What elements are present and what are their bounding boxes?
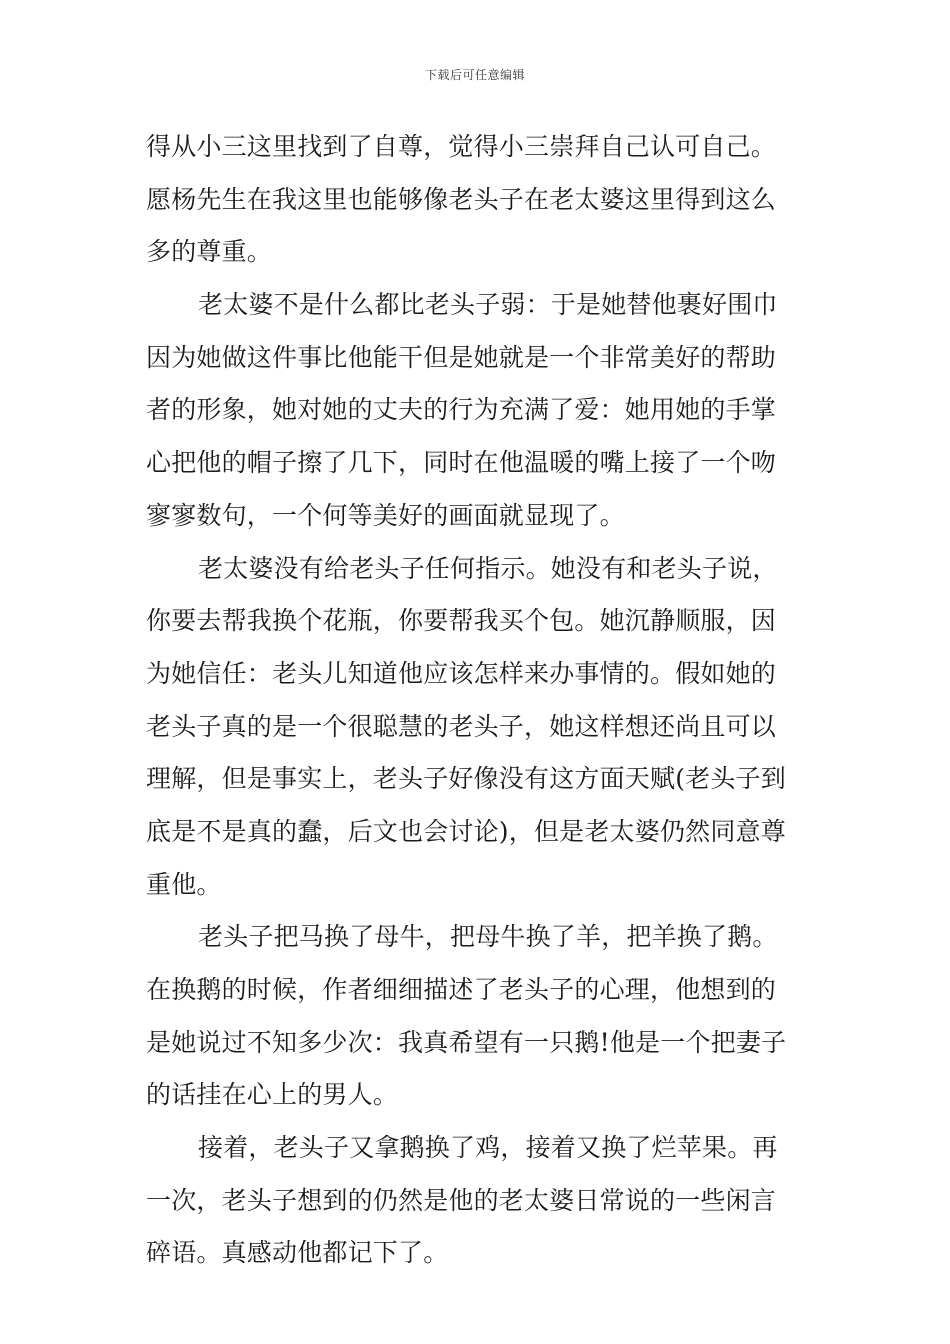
text-line: 在换鹅的时候，作者细细描述了老头子的心理，他想到的 bbox=[146, 975, 777, 1004]
text-line: 为她信任：老头儿知道他应该怎样来办事情的。假如她的 bbox=[146, 658, 777, 688]
text-line: 理解，但是事实上，老头子好像没有这方面天赋(老头子到 bbox=[146, 764, 786, 794]
page-header: 下载后可任意编辑 bbox=[424, 68, 525, 82]
paragraph-start-line: 老太婆没有给老头子任何指示。她没有和老头子说， bbox=[198, 553, 778, 583]
paragraph-start-line: 老头子把马换了母牛，把母牛换了羊，把羊换了鹅。 bbox=[198, 922, 778, 952]
text-line: 心把他的帽子擦了几下，同时在他温暖的嘴上接了一个吻 bbox=[146, 448, 777, 478]
text-line: 因为她做这件事比他能干但是她就是一个非常美好的帮助 bbox=[146, 342, 777, 372]
text-line: 老头子真的是一个很聪慧的老头子，她这样想还尚且可以 bbox=[146, 711, 777, 741]
text-line: 你要去帮我换个花瓶，你要帮我买个包。她沉静顺服，因 bbox=[146, 606, 777, 636]
text-line: 的话挂在心上的男人。 bbox=[146, 1080, 399, 1110]
paragraph-start-line: 老太婆不是什么都比老头子弱：于是她替他裹好围巾 bbox=[198, 290, 778, 320]
text-line: 是她说过不知多少次：我真希望有一只鹅!他是一个把妻子 bbox=[146, 1027, 787, 1057]
text-line: 得从小三这里找到了自尊，觉得小三崇拜自己认可自己。 bbox=[146, 132, 777, 161]
text-line: 底是不是真的蠢，后文也会讨论)，但是老太婆仍然同意尊 bbox=[146, 816, 786, 846]
text-line: 愿杨先生在我这里也能够像老头子在老太婆这里得到这么 bbox=[146, 184, 777, 214]
text-line: 一次，老头子想到的仍然是他的老太婆日常说的一些闲言 bbox=[146, 1185, 777, 1215]
text-line: 寥寥数句，一个何等美好的画面就显现了。 bbox=[146, 500, 625, 530]
document-body bbox=[146, 121, 806, 1280]
text-line: 者的形象，她对她的丈夫的行为充满了爱：她用她的手掌 bbox=[146, 395, 777, 425]
text-line: 重他。 bbox=[146, 869, 222, 899]
paragraph-start-line: 接着，老头子又拿鹅换了鸡，接着又换了烂苹果。再 bbox=[198, 1133, 778, 1163]
text-line: 多的尊重。 bbox=[146, 237, 273, 267]
text-line: 碎语。真感动他都记下了。 bbox=[146, 1238, 449, 1268]
